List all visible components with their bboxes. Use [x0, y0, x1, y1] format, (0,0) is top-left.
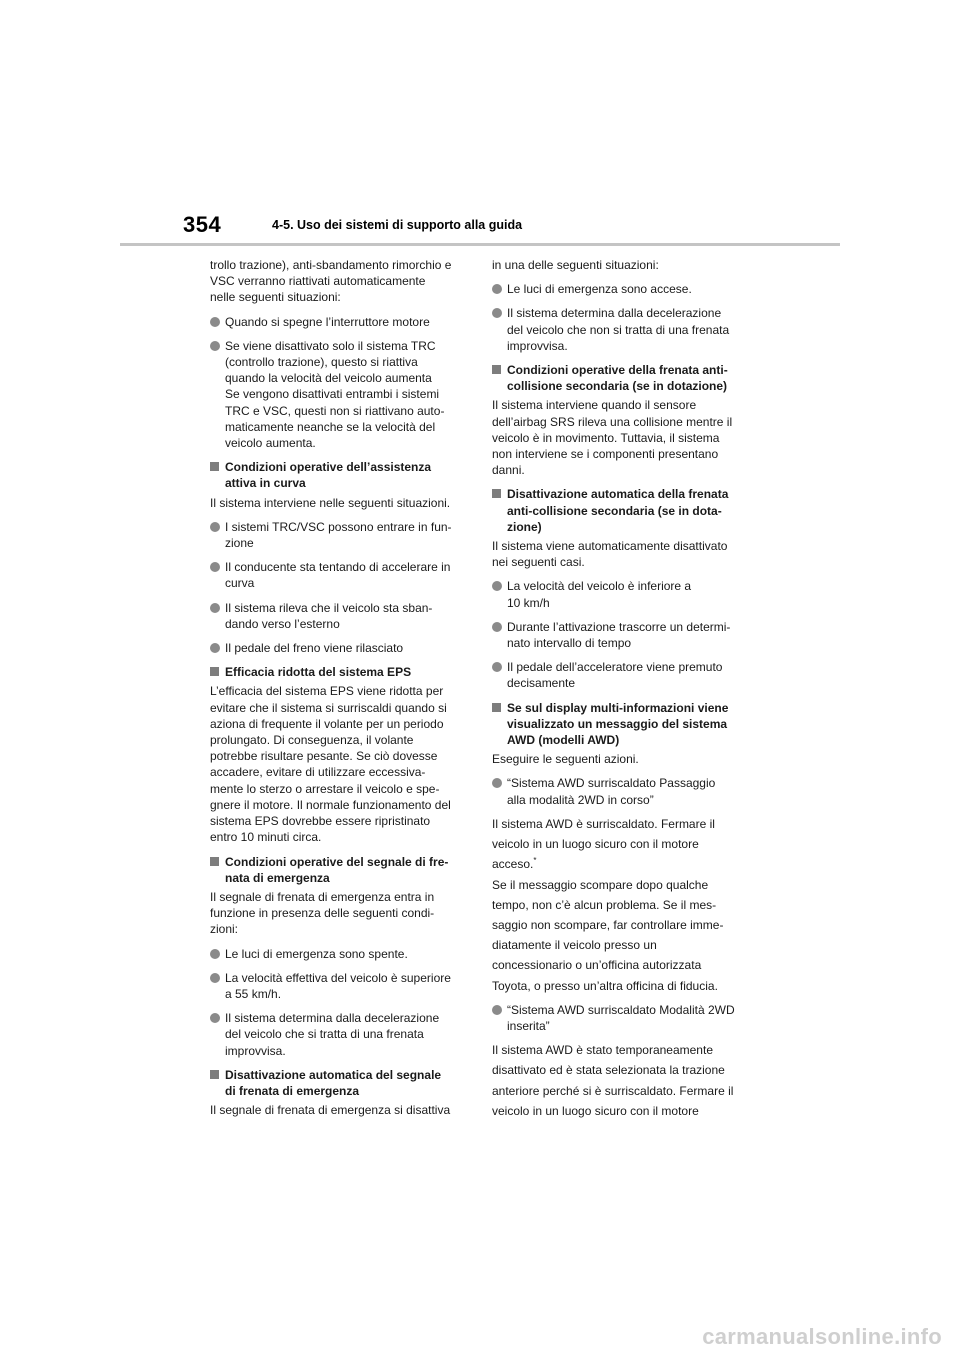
heading-square-icon — [210, 462, 219, 471]
section-heading — [492, 362, 752, 394]
bullet-item — [210, 314, 466, 330]
paragraph: Eseguire le seguenti azioni. — [492, 752, 639, 767]
bullet-dot-icon — [210, 341, 220, 351]
bullet-item — [210, 559, 466, 591]
heading-text: Efficacia ridotta del sistema EPS — [225, 665, 412, 680]
section-heading — [210, 664, 466, 680]
section-heading — [210, 854, 466, 886]
paragraph: Il sistema interviene nelle seguenti situazioni. — [210, 495, 451, 510]
section-heading — [210, 1067, 466, 1099]
bullet-text: Le luci di emergenza sono accese. — [507, 282, 692, 297]
bullet-item — [210, 640, 466, 656]
bullet-item — [210, 970, 466, 1002]
bullet-text: Il conducente sta tentando di accelerare in curva — [225, 560, 451, 591]
watermark-text: carmanualsonline.info — [702, 1324, 942, 1349]
bullet-text: Il pedale dell’acceleratore viene premuto decisamente — [507, 660, 723, 691]
bullet-dot-icon — [492, 778, 502, 788]
text-line: anteriore perché si è surriscaldato. Fermare il — [492, 1083, 734, 1098]
bullet-dot-icon — [210, 522, 220, 532]
heading-square-icon — [492, 489, 501, 498]
section-title: 4-5. Uso dei sistemi di supporto alla guida — [272, 218, 523, 232]
paragraph: Il segnale di frenata di emergenza si disattiva — [210, 1103, 451, 1118]
header-rule — [120, 243, 840, 246]
text-line: diatamente il veicolo presso un — [492, 938, 657, 953]
heading-text: Condizioni operative del segnale di fre- nata di emergenza — [225, 854, 449, 885]
bullet-text: “Sistema AWD surriscaldato Passaggio alla modalità 2WD in corso” — [507, 776, 716, 807]
bullet-item — [210, 1010, 466, 1059]
heading-square-icon — [210, 667, 219, 676]
section-heading — [492, 486, 752, 535]
bullet-dot-icon — [210, 1013, 220, 1023]
bullet-item — [492, 578, 752, 610]
left-column — [210, 257, 466, 1126]
paragraph: Il sistema interviene quando il sensore dell’airbag SRS rileva una collisione mentre il veicolo è in movimento. Tuttavia, il sistema non interviene se i componenti presentano danni. — [492, 398, 733, 478]
bullet-text: La velocità effettiva del veicolo è superiore a 55 km/h. — [225, 970, 451, 1001]
bullet-text: Se viene disattivato solo il sistema TRC (controllo trazione), questo si riattiva quando la velocità del veicolo aumenta Se vengono disattivati entrambi i sistemi TRC e VSC, questi non si riattivano auto- maticamente neanche se la velocità del veicolo aumenta. — [225, 338, 445, 451]
bullet-dot-icon — [492, 662, 502, 672]
watermark — [0, 1318, 960, 1358]
bullet-item — [492, 1002, 752, 1034]
bullet-dot-icon — [492, 308, 502, 318]
bullet-dot-icon — [210, 562, 220, 572]
paragraph: in una delle seguenti situazioni: — [492, 258, 659, 272]
bullet-dot-icon — [492, 284, 502, 294]
heading-text: Disattivazione automatica del segnale di frenata di emergenza — [225, 1067, 442, 1098]
text-line: Il sistema AWD è surriscaldato. Fermare il — [492, 816, 715, 831]
text-line: Toyota, o presso un’altra officina di fiducia. — [492, 978, 718, 993]
text-line: veicolo in un luogo sicuro con il motore — [492, 837, 699, 852]
bullet-item — [210, 600, 466, 632]
bullet-text: La velocità del veicolo è inferiore a 10 km/h — [507, 579, 692, 610]
heading-text: Disattivazione automatica della frenata anti-collisione secondaria (se in dota- zione) — [507, 487, 729, 534]
bullet-dot-icon — [210, 643, 220, 653]
bullet-item — [492, 305, 752, 354]
bullet-dot-icon — [492, 581, 502, 591]
heading-square-icon — [492, 365, 501, 374]
text-line: Se il messaggio scompare dopo qualche — [492, 877, 709, 892]
heading-square-icon — [210, 857, 219, 866]
bullet-item — [492, 775, 752, 807]
bullet-text: I sistemi TRC/VSC possono entrare in fun- zione — [225, 519, 452, 551]
text-line — [492, 856, 752, 872]
page-number: 354 — [183, 212, 222, 237]
intro-paragraph: trollo trazione), anti-sbandamento rimorchio e VSC verranno riattivati automaticamente nelle seguenti situazioni: — [210, 258, 452, 305]
bullet-item — [492, 619, 752, 651]
text-line: tempo, non c’è alcun problema. Se il mes- — [492, 897, 717, 912]
section-heading — [210, 459, 466, 491]
bullet-item — [492, 659, 752, 691]
bullet-text: Il sistema determina dalla decelerazione del veicolo che non si tratta di una frenata improvvisa. — [507, 306, 730, 353]
bullet-item — [492, 281, 752, 297]
paragraph: Il sistema viene automaticamente disattivato nei seguenti casi. — [492, 539, 728, 570]
footnote-mark: * — [533, 856, 537, 866]
heading-square-icon — [210, 1070, 219, 1079]
bullet-dot-icon — [210, 949, 220, 959]
bullet-item — [210, 338, 466, 451]
bullet-item — [210, 519, 466, 551]
heading-text: Condizioni operative della frenata anti- collisione secondaria (se in dotazione) — [507, 363, 728, 394]
bullet-text: Il sistema determina dalla decelerazione del veicolo che si tratta di una frenata improvvisa. — [225, 1011, 440, 1058]
bullet-text: Il sistema rileva che il veicolo sta sban- dando verso l’esterno — [225, 600, 433, 631]
bullet-dot-icon — [492, 622, 502, 632]
heading-text: Se sul display multi-informazioni viene visualizzato un messaggio del sistema AWD (modelli AWD) — [507, 700, 729, 748]
bullet-dot-icon — [210, 973, 220, 983]
page-header — [0, 0, 960, 250]
text-line: disattivato ed è stata selezionata la trazione — [492, 1063, 725, 1078]
text-line: saggio non scompare, far controllare imme- — [492, 917, 724, 932]
bullet-text: “Sistema AWD surriscaldato Modalità 2WD inserita” — [507, 1002, 735, 1033]
heading-text: Condizioni operative dell’assistenza attiva in curva — [225, 460, 432, 491]
bullet-dot-icon — [210, 317, 220, 327]
bullet-text: Le luci di emergenza sono spente. — [225, 946, 408, 961]
right-column — [492, 257, 752, 1123]
bullet-text: Il pedale del freno viene rilasciato — [225, 641, 404, 656]
paragraph: Il segnale di frenata di emergenza entra in funzione in presenza delle seguenti condi- zioni: — [210, 889, 435, 937]
bullet-text: Quando si spegne l’interruttore motore — [225, 314, 430, 329]
text-line: concessionario o un’officina autorizzata — [492, 958, 702, 973]
bullet-item — [210, 946, 466, 962]
text-line: Il sistema AWD è stato temporaneamente — [492, 1043, 713, 1058]
bullet-dot-icon — [210, 603, 220, 613]
section-heading — [492, 700, 752, 749]
text-span: acceso. — [492, 857, 534, 872]
text-line: veicolo in un luogo sicuro con il motore — [492, 1103, 699, 1118]
paragraph: L’efficacia del sistema EPS viene ridotta per evitare che il sistema si surriscaldi quando si aziona di frequente il volante per un periodo prolungato. Di conseguenza, il volante potrebbe risultare pesante. Se ciò dovesse accadere, evitare di utilizzare eccessiva- mente lo sterzo o arrestare il veicolo e spe- gnere il motore. Il normale funzionamento del sistema EPS dovrebbe essere ripristinato entro 10 minuti circa. — [210, 684, 451, 845]
heading-square-icon — [492, 703, 501, 712]
bullet-text: Durante l’attivazione trascorre un determi- nato intervallo di tempo — [507, 619, 731, 651]
bullet-dot-icon — [492, 1005, 502, 1015]
